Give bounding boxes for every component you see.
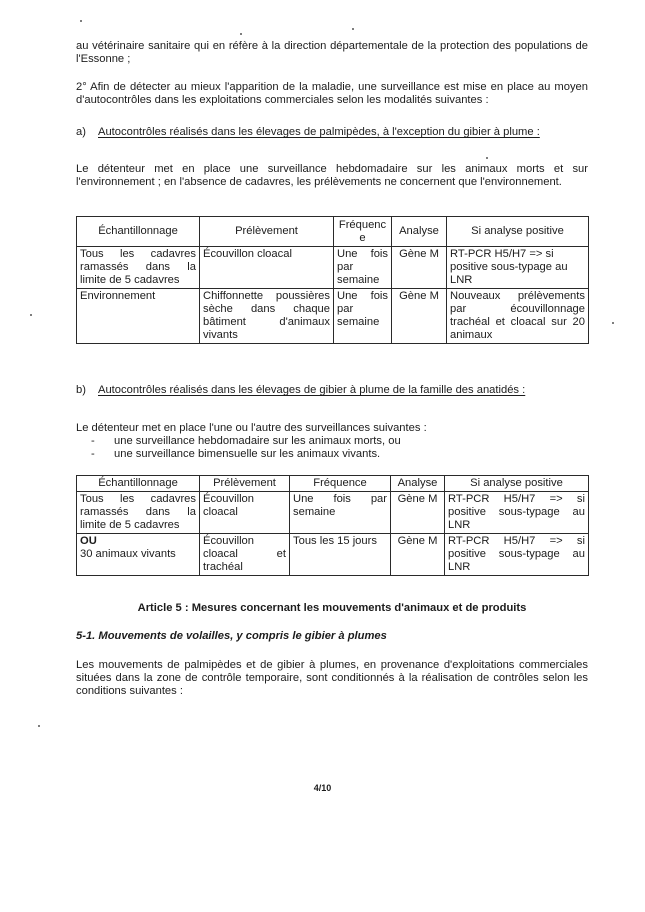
section-b-paragraph-text: Le détenteur met en place l'une ou l'autre des surveillances suivantes :: [76, 422, 427, 434]
cell-analysis: Gène M: [391, 492, 445, 534]
section-a-title: Autocontrôles réalisés dans les élevages de palmipèdes, à l'exception du gibier à plume :: [98, 126, 540, 138]
cell-sampling: [77, 492, 200, 534]
cell-positive: RT-PCR H5/H7 => si positive sous-typage au LNR: [445, 492, 589, 534]
intro-continuation-text: au vétérinaire sanitaire qui en réfère à la direction départementale de la protection des populations de l'Essonne ;: [76, 40, 588, 65]
scan-speck: [612, 322, 614, 324]
intro-point-2: [76, 81, 588, 107]
article-5-title: Article 5 : Mesures concernant les mouvements d'animaux et de produits: [137, 602, 527, 614]
page-number: 4/10: [313, 783, 332, 793]
list-item: - une surveillance bimensuelle sur les animaux vivants.: [76, 448, 588, 461]
cell-sample: Écouvillon cloacal: [200, 247, 334, 289]
section-a-table: [76, 216, 589, 344]
intro-continuation: [76, 40, 588, 66]
cell-frequency: Tous les 15 jours: [290, 534, 391, 576]
cell-positive: RT-PCR H5/H7 => si positive sous-typage au LNR: [447, 247, 589, 289]
header-analysis: Analyse: [391, 476, 445, 492]
scan-speck: [38, 725, 40, 727]
scan-speck: [240, 33, 242, 35]
cell-sampling: [77, 534, 200, 576]
header-sample: Prélèvement: [200, 217, 334, 247]
cell-sample: Écouvillon cloacal: [200, 492, 290, 534]
scan-speck: [30, 314, 32, 316]
scan-speck: [352, 28, 354, 30]
section-a-paragraph-text: Le détenteur met en place une surveillance hebdomadaire sur les animaux morts et sur l'environnement ; en l'absence de cadavres, les prélèvements ne concernent que l'environnement.: [76, 163, 588, 188]
section-b-table: [76, 475, 589, 576]
cell-sample: Chiffonnette poussières sèche dans chaque bâtiment d'animaux vivants: [200, 289, 334, 344]
cell-positive: Nouveaux prélèvements par écouvillonnage trachéal et cloacal sur 20 animaux: [447, 289, 589, 344]
table-row: [77, 492, 589, 534]
section-b-heading: [76, 384, 588, 397]
cell-sampling: Tous les cadavres ramassés dans la limite de 5 cadavres: [77, 247, 200, 289]
cell-positive: RT-PCR H5/H7 => si positive sous-typage au LNR: [445, 534, 589, 576]
scan-speck: [486, 157, 488, 159]
header-sampling: Échantillonnage: [77, 217, 200, 247]
section-a-paragraph: [76, 163, 588, 189]
header-sampling: Échantillonnage: [77, 476, 200, 492]
section-b-label: b): [76, 384, 86, 396]
cell-frequency: Une fois par semaine: [334, 247, 392, 289]
table-header-row: [77, 217, 589, 247]
section-b-table-wrap: [76, 475, 588, 576]
intro-point-2-text: 2° Afin de détecter au mieux l'apparition de la maladie, une surveillance est mise en place au moyen d'autocontrôles dans les exploitations commerciales selon les modalités suivantes :: [76, 81, 588, 106]
cell-sample: Écouvillon cloacal et trachéal: [200, 534, 290, 576]
table-row: [77, 289, 589, 344]
section-b-intro: [76, 422, 588, 461]
table-header-row: [77, 476, 589, 492]
header-positive: Si analyse positive: [445, 476, 589, 492]
cell-frequency: Une fois par semaine: [334, 289, 392, 344]
section-a-heading: [76, 126, 588, 139]
article-5-paragraph-text: Les mouvements de palmipèdes et de gibier à plumes, en provenance d'exploitations commerciales situées dans la zone de contrôle temporaire, sont conditionnés à la réalisation de contrôles selon les conditions suivantes :: [76, 659, 588, 697]
cell-sampling-text: Tous les cadavres ramassés dans la limite de 5 cadavres: [80, 493, 196, 531]
scan-speck: [80, 20, 82, 22]
surveillance-list: [76, 435, 588, 461]
article-5-1-subtitle: 5-1. Mouvements de volailles, y compris le gibier à plumes: [76, 630, 387, 642]
section-b-title: Autocontrôles réalisés dans les élevages de gibier à plume de la famille des anatidés :: [98, 384, 526, 396]
cell-analysis: Gène M: [391, 534, 445, 576]
cell-frequency: Une fois par semaine: [290, 492, 391, 534]
header-positive: Si analyse positive: [447, 217, 589, 247]
cell-analysis: Gène M: [392, 247, 447, 289]
header-frequency: Fréquence: [334, 217, 392, 247]
list-item: - une surveillance hebdomadaire sur les animaux morts, ou: [76, 435, 588, 448]
table-row: [77, 534, 589, 576]
section-a-table-wrap: [76, 216, 588, 344]
cell-sampling-text: 30 animaux vivants: [80, 548, 176, 560]
header-analysis: Analyse: [392, 217, 447, 247]
cell-sampling-or: OU: [80, 535, 97, 547]
header-sample: Prélèvement: [200, 476, 290, 492]
article-5-paragraph: [76, 659, 588, 698]
section-a-label: a): [76, 126, 86, 138]
cell-analysis: Gène M: [392, 289, 447, 344]
cell-sampling: Environnement: [77, 289, 200, 344]
header-frequency: Fréquence: [290, 476, 391, 492]
table-row: [77, 247, 589, 289]
